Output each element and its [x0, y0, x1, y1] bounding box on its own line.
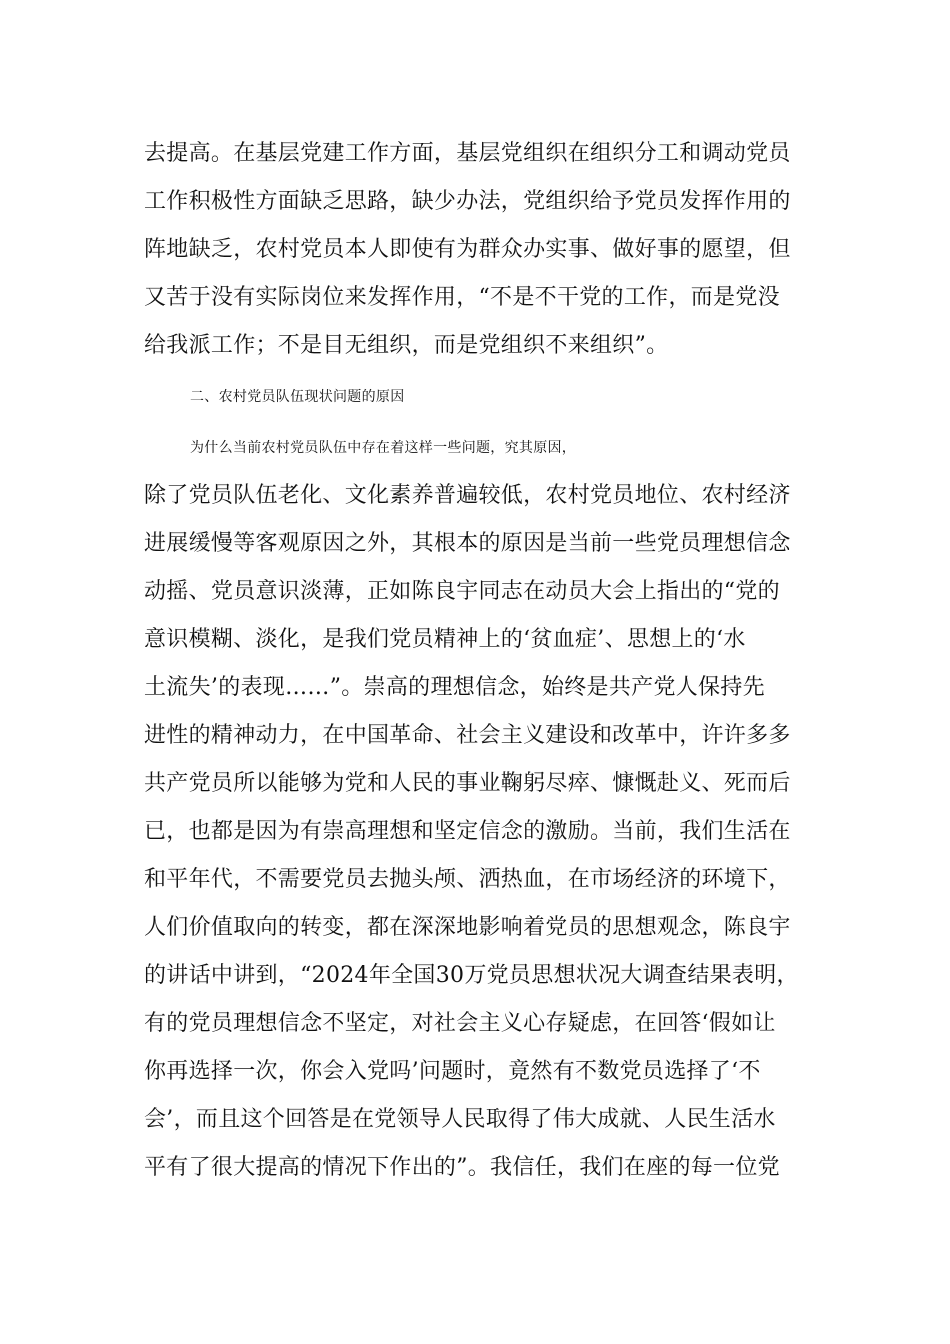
text-line: 阵地缺乏，农村党员本人即使有为群众办实事、做好事的愿望，但 — [144, 237, 791, 262]
text-line: 人们价值取向的转变，都在深深地影响着党员的思想观念，陈良宇 — [144, 915, 791, 940]
text-line: 的讲话中讲到，“2024年全国30万党员思想状况大调查结果表明， — [144, 963, 799, 988]
text-line: 进展缓慢等客观原因之外，其根本的原因是当前一些党员理想信念 — [144, 531, 791, 556]
text-line: 已，也都是因为有崇高理想和坚定信念的激励。当前，我们生活在 — [144, 819, 791, 844]
text-line: 工作积极性方面缺乏思路，缺少办法，党组织给予党员发挥作用的 — [144, 189, 791, 214]
text-line: 有的党员理想信念不坚定，对社会主义心存疑虑，在回答‘假如让 — [144, 1011, 776, 1036]
text-line: 和平年代，不需要党员去抛头颅、洒热血，在市场经济的环境下， — [144, 867, 791, 892]
text-line: 进性的精神动力，在中国革命、社会主义建设和改革中，许许多多 — [144, 723, 791, 748]
text-line: 给我派工作；不是目无组织，而是党组织不来组织”。 — [144, 333, 669, 358]
text-line: 你再选择一次，你会入党吗’问题时，竟然有不数党员选择了‘不 — [144, 1059, 761, 1084]
text-line: 又苦于没有实际岗位来发挥作用，“不是不干党的工作，而是党没 — [144, 285, 780, 310]
text-line: 会’，而且这个回答是在党领导人民取得了伟大成就、人民生活水 — [144, 1107, 776, 1132]
text-line: 土流失’的表现……”。崇高的理想信念，始终是共产党人保持先 — [144, 675, 765, 700]
text-line: 动摇、党员意识淡薄，正如陈良宇同志在动员大会上指出的“党的 — [144, 579, 780, 604]
section-heading: 二、农村党员队伍现状问题的原因 — [190, 389, 405, 405]
text-line: 共产党员所以能够为党和人民的事业鞠躬尽瘁、慷慨赴义、死而后 — [144, 771, 791, 796]
text-line: 除了党员队伍老化、文化素养普遍较低，农村党员地位、农村经济 — [144, 483, 791, 508]
text-line: 为什么当前农村党员队伍中存在着这样一些问题，究其原因， — [190, 440, 577, 456]
text-line: 意识模糊、淡化，是我们党员精神上的‘贫血症’、思想上的‘水 — [144, 627, 746, 652]
text-line: 平有了很大提高的情况下作出的”。我信任，我们在座的每一位党 — [144, 1155, 780, 1180]
text-line: 去提高。在基层党建工作方面，基层党组织在组织分工和调动党员 — [144, 141, 791, 166]
